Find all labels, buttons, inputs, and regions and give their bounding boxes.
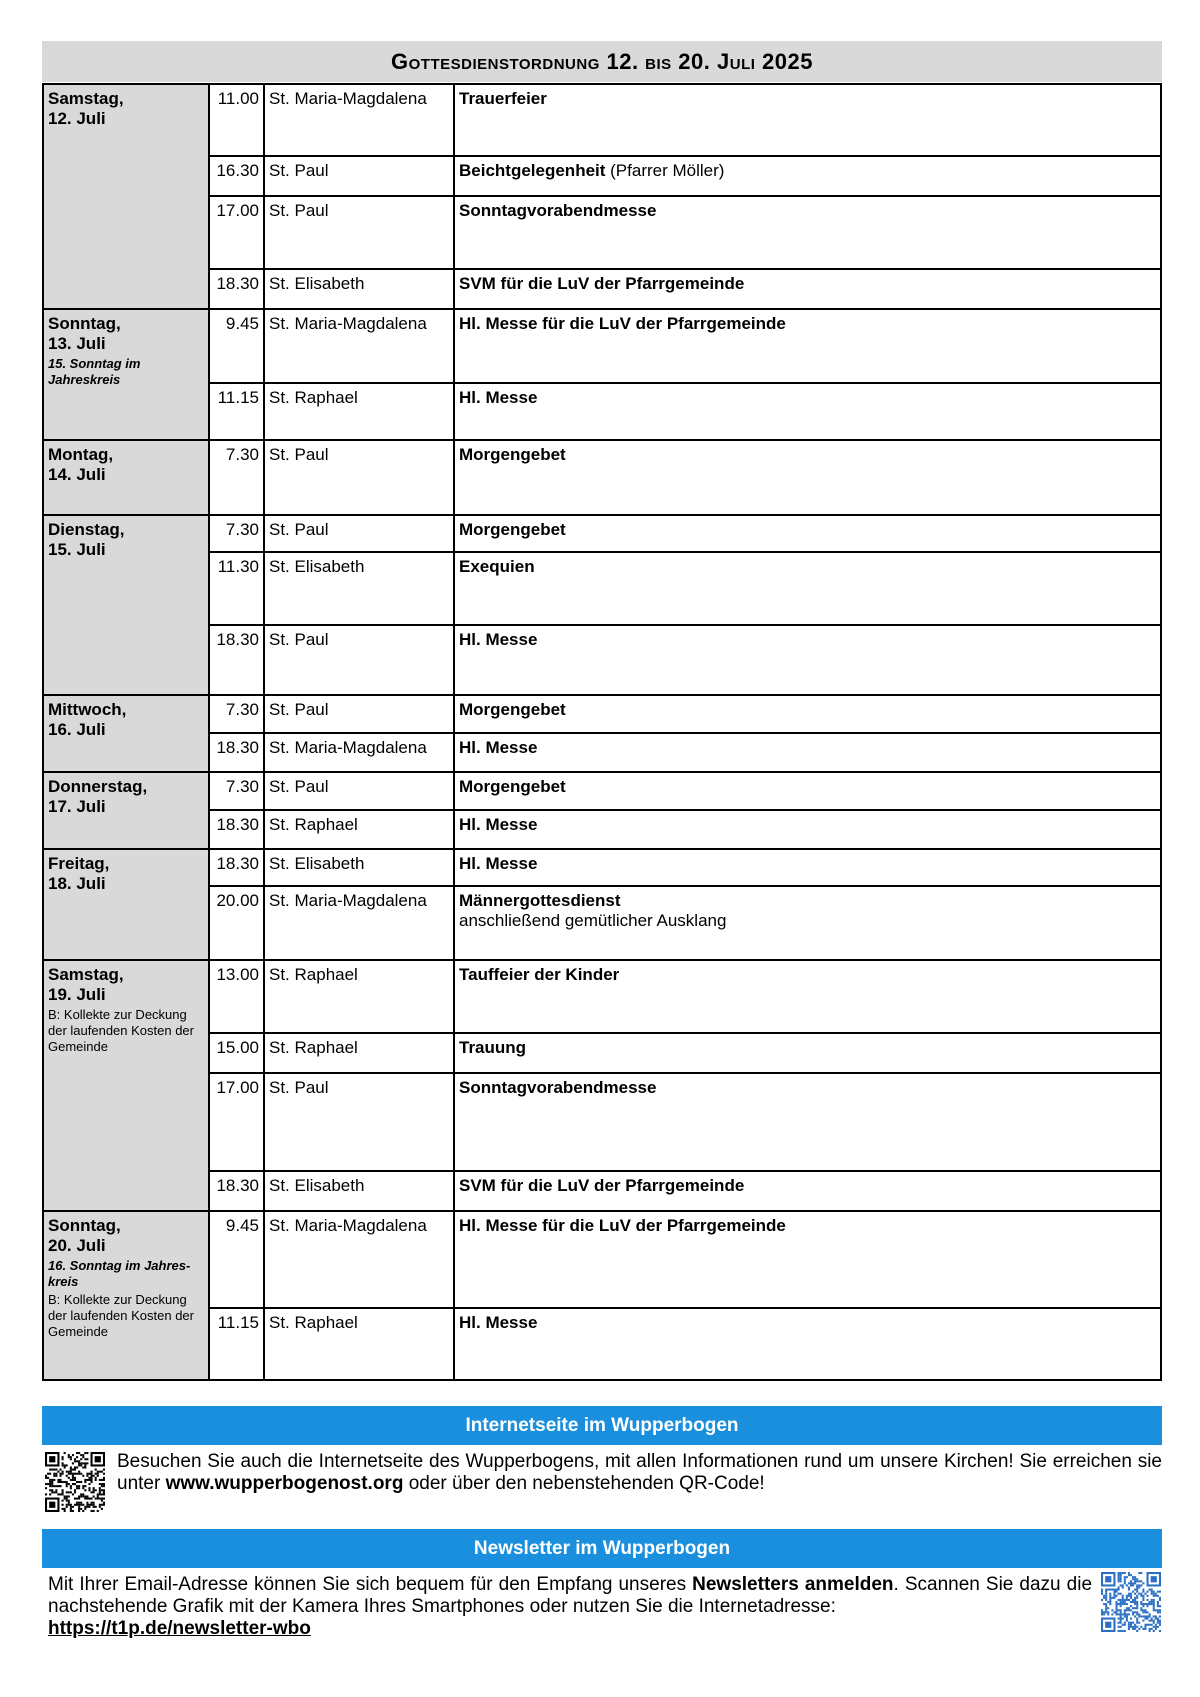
day-cell <box>43 309 209 440</box>
collection-note: B: Kollekte zur Deckung der laufenden Kosten der Gemeinde <box>48 1007 194 1054</box>
event-place: St. Raphael <box>264 960 454 1033</box>
event-time: 18.30 <box>209 269 264 309</box>
event-place: St. Raphael <box>264 810 454 849</box>
event-time: 7.30 <box>209 695 264 733</box>
newsletter-text-before: Mit Ihrer Email-Adresse können Sie sich bequem für den Empfang unseres <box>48 1574 693 1595</box>
website-link[interactable]: www.wupperbogenost.org <box>165 1473 404 1494</box>
event-title: Morgengebet <box>459 777 566 796</box>
event-title: Hl. Messe für die LuV der Pfarrgemeinde <box>459 1216 786 1235</box>
event-extra: (Pfarrer Möller) <box>605 161 725 180</box>
event-extra: anschließend gemütlicher Ausklang <box>459 911 727 930</box>
event-place: St. Maria-Magdalena <box>264 733 454 772</box>
event-time: 18.30 <box>209 625 264 695</box>
table-row <box>43 309 1161 383</box>
event-place: St. Paul <box>264 695 454 733</box>
table-row <box>43 849 1161 886</box>
day-date: 17. Juli <box>48 797 106 816</box>
event-title-cell <box>454 1171 1161 1211</box>
collection-note: B: Kollekte zur Deckung der laufenden Kosten der Gemeinde <box>48 1292 194 1339</box>
event-title: Morgengebet <box>459 520 566 539</box>
internet-text-after: oder über den nebenstehenden QR-Code! <box>403 1473 765 1494</box>
table-row <box>43 196 1161 269</box>
event-place: St. Elisabeth <box>264 269 454 309</box>
event-time: 13.00 <box>209 960 264 1033</box>
event-title-cell <box>454 625 1161 695</box>
event-title: Hl. Messe <box>459 854 538 873</box>
internet-banner: Internetseite im Wupperbogen <box>42 1406 1162 1445</box>
event-title: Morgengebet <box>459 700 566 719</box>
event-time: 17.00 <box>209 196 264 269</box>
event-title-cell <box>454 196 1161 269</box>
table-row <box>43 84 1161 156</box>
day-name: Sonntag, <box>48 1216 121 1235</box>
event-title: Hl. Messe <box>459 815 538 834</box>
event-title: Morgengebet <box>459 445 566 464</box>
event-time: 11.00 <box>209 84 264 156</box>
event-time: 7.30 <box>209 772 264 810</box>
event-place: St. Paul <box>264 1073 454 1171</box>
day-date: 12. Juli <box>48 109 106 128</box>
schedule-page <box>42 41 1162 1381</box>
event-place: St. Maria-Magdalena <box>264 84 454 156</box>
event-place: St. Maria-Magdalena <box>264 1211 454 1308</box>
event-title-cell <box>454 309 1161 383</box>
day-name: Samstag, <box>48 89 124 108</box>
day-name: Freitag, <box>48 854 110 873</box>
event-time: 9.45 <box>209 1211 264 1308</box>
day-cell <box>43 1211 209 1380</box>
event-place: St. Maria-Magdalena <box>264 309 454 383</box>
table-row <box>43 440 1161 515</box>
liturgical-note: 16. Sonntag im Jahres-kreis <box>48 1258 191 1289</box>
day-cell <box>43 84 209 309</box>
event-place: St. Paul <box>264 196 454 269</box>
event-title: SVM für die LuV der Pfarrgemeinde <box>459 1176 745 1195</box>
table-row <box>43 552 1161 625</box>
event-place: St. Elisabeth <box>264 552 454 625</box>
event-title-cell <box>454 383 1161 440</box>
event-title-cell <box>454 1211 1161 1308</box>
event-place: St. Paul <box>264 515 454 552</box>
event-place: St. Raphael <box>264 1308 454 1380</box>
event-place: St. Elisabeth <box>264 1171 454 1211</box>
event-title-cell <box>454 269 1161 309</box>
event-title: Hl. Messe für die LuV der Pfarrgemeinde <box>459 314 786 333</box>
event-title-cell <box>454 849 1161 886</box>
event-time: 18.30 <box>209 733 264 772</box>
event-place: St. Maria-Magdalena <box>264 886 454 960</box>
event-time: 11.30 <box>209 552 264 625</box>
table-row <box>43 1033 1161 1073</box>
event-time: 18.30 <box>209 810 264 849</box>
event-title: Hl. Messe <box>459 388 538 407</box>
event-time: 20.00 <box>209 886 264 960</box>
event-time: 9.45 <box>209 309 264 383</box>
event-place: St. Paul <box>264 156 454 196</box>
table-row <box>43 1171 1161 1211</box>
day-name: Mittwoch, <box>48 700 127 719</box>
event-place: St. Raphael <box>264 383 454 440</box>
qr-code-icon[interactable] <box>1101 1572 1161 1632</box>
day-date: 13. Juli <box>48 334 106 353</box>
table-row <box>43 810 1161 849</box>
newsletter-text <box>48 1574 1092 1640</box>
event-time: 7.30 <box>209 440 264 515</box>
event-title-cell <box>454 1073 1161 1171</box>
table-row <box>43 960 1161 1033</box>
event-title-cell <box>454 886 1161 960</box>
event-title: Tauffeier der Kinder <box>459 965 620 984</box>
event-place: St. Paul <box>264 772 454 810</box>
newsletter-text-after: . Scannen Sie dazu die nachstehende Grafik mit der Kamera Ihres Smartphones oder nutzen Sie die Internetadresse: <box>48 1574 1093 1617</box>
event-title-cell <box>454 772 1161 810</box>
table-row <box>43 1308 1161 1380</box>
internet-text <box>117 1451 1162 1495</box>
event-title-cell <box>454 1308 1161 1380</box>
day-date: 18. Juli <box>48 874 106 893</box>
table-row <box>43 625 1161 695</box>
table-row <box>43 156 1161 196</box>
day-cell <box>43 440 209 515</box>
day-cell <box>43 695 209 772</box>
table-row <box>43 733 1161 772</box>
day-name: Samstag, <box>48 965 124 984</box>
event-title-cell <box>454 1033 1161 1073</box>
day-date: 16. Juli <box>48 720 106 739</box>
event-title: Beichtgelegenheit <box>459 161 606 180</box>
event-title: Sonntagvorabendmesse <box>459 1078 657 1097</box>
event-title-cell <box>454 960 1161 1033</box>
event-title: Trauerfeier <box>459 89 547 108</box>
event-place: St. Paul <box>264 440 454 515</box>
event-title-cell <box>454 84 1161 156</box>
schedule-table <box>42 83 1162 1381</box>
page-title: Gottesdienstordnung 12. bis 20. Juli 2025 <box>42 41 1162 82</box>
day-name: Montag, <box>48 445 114 464</box>
event-time: 15.00 <box>209 1033 264 1073</box>
day-cell <box>43 772 209 849</box>
table-row <box>43 515 1161 552</box>
event-title: Hl. Messe <box>459 738 538 757</box>
liturgical-note: 15. Sonntag im Jahreskreis <box>48 356 141 387</box>
newsletter-banner: Newsletter im Wupperbogen <box>42 1529 1162 1568</box>
event-time: 11.15 <box>209 1308 264 1380</box>
internet-text-before: Besuchen Sie auch die Internetseite des Wupperbogens, mit allen Informationen rund um unsere Kirchen! Sie erreichen sie unter <box>117 1451 1162 1494</box>
event-title-cell <box>454 552 1161 625</box>
day-date: 14. Juli <box>48 465 106 484</box>
newsletter-bold: Newsletters anmelden <box>692 1574 894 1595</box>
event-time: 11.15 <box>209 383 264 440</box>
event-time: 18.30 <box>209 849 264 886</box>
event-title: SVM für die LuV der Pfarrgemeinde <box>459 274 745 293</box>
day-date: 19. Juli <box>48 985 106 1004</box>
table-row <box>43 886 1161 960</box>
event-time: 7.30 <box>209 515 264 552</box>
table-row <box>43 1211 1161 1308</box>
event-title: Sonntagvorabendmesse <box>459 201 657 220</box>
day-cell <box>43 960 209 1211</box>
event-title-cell <box>454 810 1161 849</box>
day-date: 15. Juli <box>48 540 106 559</box>
newsletter-link[interactable]: https://t1p.de/newsletter-wbo <box>48 1618 311 1639</box>
table-row <box>43 269 1161 309</box>
day-name: Dienstag, <box>48 520 125 539</box>
day-cell <box>43 515 209 695</box>
event-place: St. Elisabeth <box>264 849 454 886</box>
table-row <box>43 695 1161 733</box>
event-title: Hl. Messe <box>459 630 538 649</box>
event-title: Exequien <box>459 557 535 576</box>
event-place: St. Raphael <box>264 1033 454 1073</box>
table-row <box>43 1073 1161 1171</box>
event-title: Hl. Messe <box>459 1313 538 1332</box>
event-time: 17.00 <box>209 1073 264 1171</box>
event-title: Trauung <box>459 1038 527 1057</box>
event-title-cell <box>454 515 1161 552</box>
event-title: Männergottesdienst <box>459 891 621 910</box>
event-place: St. Paul <box>264 625 454 695</box>
day-date: 20. Juli <box>48 1236 106 1255</box>
table-row <box>43 772 1161 810</box>
table-row <box>43 383 1161 440</box>
qr-code-icon[interactable] <box>45 1452 105 1512</box>
event-title-cell <box>454 733 1161 772</box>
event-title-cell <box>454 156 1161 196</box>
day-cell <box>43 849 209 960</box>
event-time: 16.30 <box>209 156 264 196</box>
event-time: 18.30 <box>209 1171 264 1211</box>
day-name: Sonntag, <box>48 314 121 333</box>
event-title-cell <box>454 695 1161 733</box>
day-name: Donnerstag, <box>48 777 148 796</box>
event-title-cell <box>454 440 1161 515</box>
